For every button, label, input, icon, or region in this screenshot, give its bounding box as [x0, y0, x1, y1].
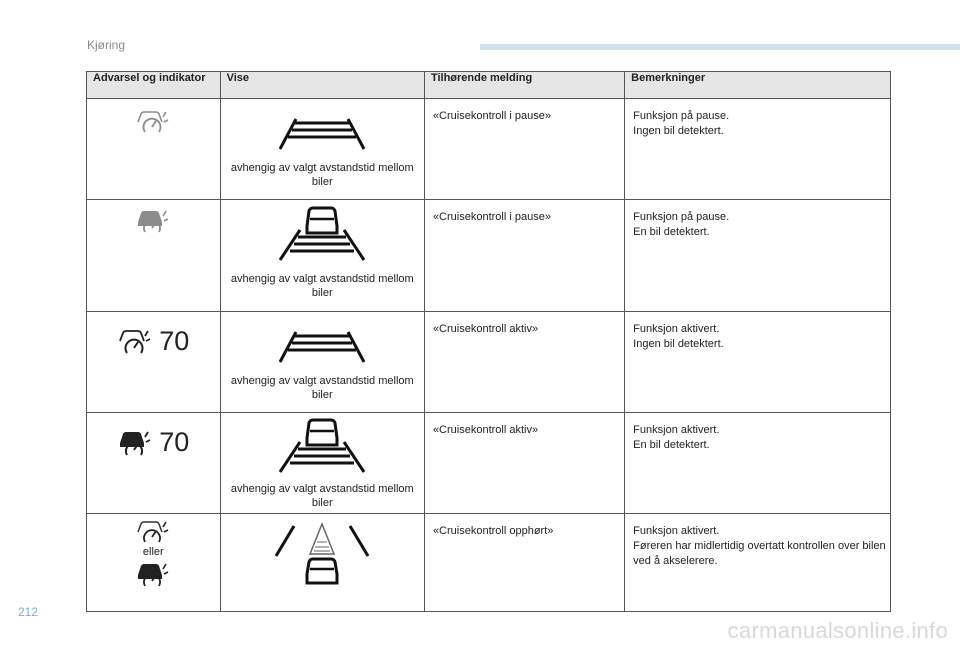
table-row — [87, 312, 891, 413]
table-header-row — [87, 72, 891, 99]
message-text: «Cruisekontroll opphørt» — [432, 525, 554, 537]
column-header: Vise — [220, 72, 424, 99]
remarks-text: Funksjon på pause. Ingen bil detektert. — [633, 110, 730, 137]
message-text: «Cruisekontroll aktiv» — [432, 323, 539, 335]
or-label: eller — [142, 546, 164, 558]
distance-caption: avhengig av valgt avstandstid mellom biler — [230, 162, 414, 188]
distance-display-car-icon — [276, 206, 368, 262]
cruise-paused-car-icon — [135, 208, 171, 234]
distance-display-car-icon — [276, 418, 368, 474]
column-header: Advarsel og indikator — [87, 72, 221, 99]
distance-display-empty-icon — [276, 115, 368, 151]
distance-display-override-icon — [272, 522, 372, 586]
page-number: 212 — [18, 605, 39, 619]
distance-caption: avhengig av valgt avstandstid mellom biler — [230, 483, 414, 509]
table-row — [87, 99, 891, 200]
cruise-override-icon — [135, 520, 171, 544]
cruise-override-car-icon — [135, 561, 171, 587]
section-title: Kjøring — [87, 38, 126, 52]
speed-value: 70 — [159, 326, 190, 356]
column-header: Bemerkninger — [625, 72, 891, 99]
message-text: «Cruisekontroll i pause» — [432, 211, 551, 223]
watermark-text: carmanualsonline.info — [727, 618, 948, 643]
header-accent-bar — [480, 44, 960, 50]
distance-display-empty-icon — [276, 328, 368, 364]
table-row — [87, 413, 891, 514]
cruise-active-icon — [117, 328, 153, 356]
cruise-paused-icon — [135, 109, 171, 135]
remarks-text: Funksjon på pause. En bil detektert. — [633, 211, 730, 238]
remarks-text: Funksjon aktivert. En bil detektert. — [633, 424, 720, 451]
message-text: «Cruisekontroll aktiv» — [432, 424, 539, 436]
indicator-table — [86, 71, 891, 612]
cruise-active-car-icon — [117, 429, 153, 457]
table-row — [87, 200, 891, 312]
distance-caption: avhengig av valgt avstandstid mellom biler — [230, 375, 414, 401]
column-header: Tilhørende melding — [424, 72, 624, 99]
remarks-text: Funksjon aktivert. Føreren har midlertidig overtatt kontrollen over bilen ved å akselerere. — [633, 525, 886, 567]
speed-value: 70 — [159, 427, 190, 457]
message-text: «Cruisekontroll i pause» — [432, 110, 551, 122]
distance-caption: avhengig av valgt avstandstid mellom biler — [230, 273, 414, 299]
table-row — [87, 514, 891, 612]
remarks-text: Funksjon aktivert. Ingen bil detektert. — [633, 323, 724, 350]
